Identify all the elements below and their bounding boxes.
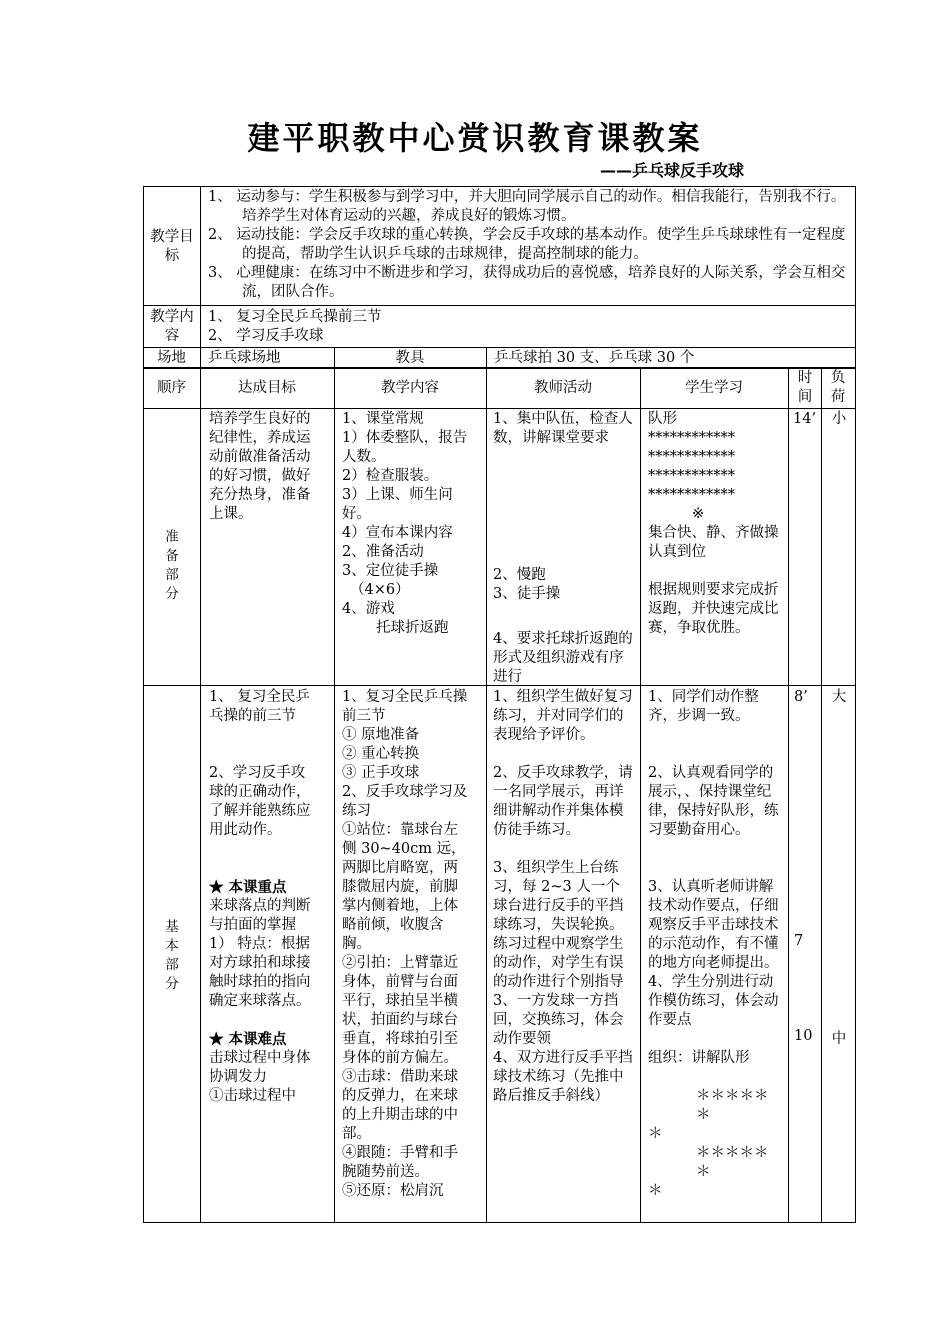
prep-teacher-b xyxy=(493,566,633,604)
basic-goal-2: 2、学习反手攻球的正确动作，了解并能熟练应用此动作。 xyxy=(209,765,311,838)
basic-teacher xyxy=(493,688,633,1220)
page-subtitle: ——乒乓球反手攻球 xyxy=(600,161,745,180)
basic-teacher-item: 1、组织学生做好复习练习，并对同学们的表现给予评价。 xyxy=(493,689,633,743)
goal-item: 2、 运动技能：学会反手攻球的重心转换，学会反手攻球的基本动作。使学生乒乓球球性有一定程度的提高，帮助学生认识乒乓球的击球规律，提高控制球的能力。 xyxy=(208,227,846,262)
prep-content-item: 3、定位徒手操 xyxy=(342,563,439,579)
content-list xyxy=(208,308,848,346)
formation-row: ＊＊＊＊＊＊ xyxy=(696,1088,769,1123)
formation-row: ************ xyxy=(648,449,735,465)
basic-content-item: 1、复习全民乒乓操前三节 xyxy=(342,689,468,724)
goals-list xyxy=(208,188,848,302)
difficulty-title: ★ 本课难点 xyxy=(209,1031,287,1048)
key-point-text: 来球落点的判断与拍面的掌握 xyxy=(209,898,311,933)
basic-teacher-item: 3、组织学生上台练习，每 2~3 人一个球台进行反手的平挡球练习，失误轮换。练习过程中观察学生的动作，对学生有误的动作进行个别指导 xyxy=(493,860,624,990)
col-student: 学生学习 xyxy=(685,380,743,396)
prep-time: 14’ xyxy=(793,411,817,427)
equipment-label: 教具 xyxy=(395,350,425,366)
basic-content-item: ① 原地准备 xyxy=(342,727,420,743)
basic-label: 基本部分 xyxy=(165,919,179,992)
prep-teacher-item: 2、慢跑 xyxy=(493,567,546,583)
goal-item: 1、 运动参与：学生积极参与到学习中，并大胆向同学展示自己的动作。相信我能行，告别我不行。培养学生对体育运动的兴趣，养成良好的锻炼习惯。 xyxy=(208,189,846,224)
basic-load-2: 中 xyxy=(831,1031,847,1047)
content-item: 2、 学习反手攻球 xyxy=(208,328,324,344)
venue-label: 场地 xyxy=(157,350,186,366)
basic-content-item: ② 重心转换 xyxy=(342,746,420,762)
basic-goal xyxy=(209,688,313,1106)
prep-teacher-a: 1、集中队伍，检查人数，讲解课堂要求 xyxy=(493,411,633,446)
formation-label: 队形 xyxy=(648,411,677,427)
basic-content-item: 2、反手攻球学习及练习 xyxy=(342,784,468,819)
basic-student-item: 2、认真观看同学的展示，、保持课堂纪律，保持好队形，练习要勤奋用心。 xyxy=(648,765,779,838)
prep-content-item: 2、准备活动 xyxy=(342,544,424,560)
difficulty-text: 击球过程中身体协调发力 xyxy=(209,1050,311,1085)
goal-item: 3、 心理健康：在练习中不断进步和学习，获得成功后的喜悦感，培养良好的人际关系，学会互相交流，团队合作。 xyxy=(208,265,846,300)
prep-content-item: 4、游戏 xyxy=(342,601,395,617)
col-time: 时间 xyxy=(797,370,813,405)
formation-row: ＊＊＊＊＊＊ xyxy=(696,1145,769,1180)
col-teacher: 教师活动 xyxy=(534,380,592,396)
formation-row: ************ xyxy=(648,430,735,446)
prep-load: 小 xyxy=(831,411,847,427)
basic-time-2: 7 xyxy=(794,933,804,949)
goals-label: 教学目标 xyxy=(150,229,194,264)
key-point-detail: 1） 特点：根据对方球拍和球接触时球拍的指向确定来球落点。 xyxy=(209,936,311,1009)
basic-student-item: 组织：讲解队形 xyxy=(648,1050,750,1066)
basic-content-item: ③击球：借助来球的反弹力，在来球的上升期击球的中部。 xyxy=(342,1069,458,1142)
content-label: 教学内容 xyxy=(150,309,194,344)
col-load: 负荷 xyxy=(830,370,846,405)
formation-row: ************ xyxy=(648,468,735,484)
prep-student-a: 集合快、静、齐做操认真到位 xyxy=(648,525,779,560)
basic-teacher-item: 4、双方进行反手平挡球技术练习（先推中路后推反手斜线） xyxy=(493,1050,633,1104)
basic-load-1: 大 xyxy=(831,689,847,705)
difficulty-detail: ①击球过程中 xyxy=(209,1088,296,1104)
prep-student xyxy=(648,410,782,638)
prep-teacher-item: 3、徒手操 xyxy=(493,586,561,602)
basic-content xyxy=(342,688,468,1220)
basic-time-3: 10 xyxy=(794,1028,813,1044)
basic-teacher-item: 3、一方发球一方挡回，交换练习，体会动作要领 xyxy=(493,993,624,1047)
equipment-value: 乒乓球拍 30 支、乒乓球 30 个 xyxy=(494,350,695,366)
formation-row: ＊ xyxy=(648,1126,663,1142)
prep-content-item: 托球折返跑 xyxy=(376,620,449,636)
prep-content-item: 4）宣布本课内容 xyxy=(342,525,453,541)
content-item: 1、 复习全民乒乓操前三节 xyxy=(208,309,382,325)
prep-content-item: （4×6） xyxy=(350,582,410,598)
basic-teacher-item: 2、反手攻球教学，请一名同学展示，再详细讲解动作并集体模仿徒手练习。 xyxy=(493,765,633,838)
col-content: 教学内容 xyxy=(381,380,439,396)
formation-row: ＊ xyxy=(648,1183,663,1199)
venue-value: 乒乓球场地 xyxy=(208,350,281,366)
col-goal: 达成目标 xyxy=(238,380,296,396)
basic-goal-1: 1、 复习全民乒乓操的前三节 xyxy=(209,689,310,724)
prep-content-item: 1、课堂常规 xyxy=(342,411,424,427)
prep-content-item: 2）检查服装。 xyxy=(342,468,439,484)
basic-time-1: 8’ xyxy=(794,689,808,705)
basic-content-item: ③ 正手攻球 xyxy=(342,765,420,781)
prep-content xyxy=(342,410,478,638)
basic-student xyxy=(648,688,782,1220)
page-title: 建平职教中心赏识教育课教案 xyxy=(247,119,703,157)
basic-content-item: ①站位：靠球台左侧 30~40cm 远，两脚比肩略宽，两膝微屈内旋，前脚掌内侧着地，上体略前倾，收腹含胸。 xyxy=(342,822,466,952)
key-point-title: ★ 本课重点 xyxy=(209,879,287,896)
prep-content-item: 3）上课、师生问好。 xyxy=(342,487,453,522)
teacher-mark: ※ xyxy=(692,506,705,522)
prep-student-b: 根据规则要求完成折返跑，并快速完成比赛，争取优胜。 xyxy=(648,582,779,636)
formation-row: ************ xyxy=(648,487,735,503)
basic-content-item: ②引拍：上臂靠近身体，前臂与台面平行，球拍呈半横状，拍面约与球台垂直，将球拍引至身体的前方偏左。 xyxy=(342,955,458,1066)
basic-content-item: ④跟随：手臂和手腕随势前送。 xyxy=(342,1145,458,1180)
basic-content-item: ⑤还原：松肩沉 xyxy=(342,1183,444,1199)
prep-teacher-c: 4、要求托球折返跑的形式及组织游戏有序进行 xyxy=(493,631,633,685)
prep-label: 准备部分 xyxy=(165,529,179,602)
basic-student-item: 1、同学们动作整齐，步调一致。 xyxy=(648,689,759,724)
prep-content-item: 1）体委整队，报告人数。 xyxy=(342,430,468,465)
col-order: 顺序 xyxy=(157,380,186,396)
basic-student-item: 4、学生分别进行动作模仿练习，体会动作要点 xyxy=(648,974,779,1028)
prep-goal: 培养学生良好的纪律性，养成运动前做准备活动的好习惯，做好充分热身，准备上课。 xyxy=(209,411,311,522)
basic-student-item: 3、认真听老师讲解技术动作要点，仔细观察反手平击球技术的示范动作，有不懂的地方向老师提出。 xyxy=(648,879,779,971)
